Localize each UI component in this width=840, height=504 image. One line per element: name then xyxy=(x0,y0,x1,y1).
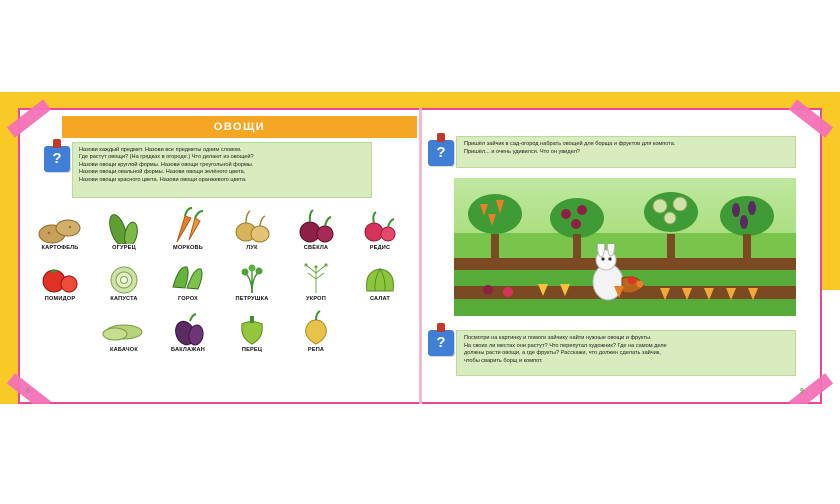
peas-icon xyxy=(156,251,220,295)
bottom-margin xyxy=(0,404,840,504)
cucumber-icon xyxy=(92,200,156,244)
cabbage-icon xyxy=(92,251,156,295)
vegetable-item-onion[interactable] xyxy=(220,200,284,251)
vegetable-label: ГОРОХ xyxy=(178,296,198,302)
carrots-on-tree xyxy=(472,198,518,232)
tomato-icon xyxy=(28,251,92,295)
vegetable-item-potato[interactable] xyxy=(28,200,92,251)
instruction-line: Где растут овощи? (На грядках в огороде.) Что делают из овощей? xyxy=(79,154,254,161)
vegetable-item-eggplant[interactable] xyxy=(156,302,220,353)
vegetable-label: КАПУСТА xyxy=(110,296,138,302)
vegetable-label: САЛАТ xyxy=(369,296,391,302)
page-number-right: 9 xyxy=(800,388,804,395)
pepper-icon xyxy=(220,302,284,346)
instruction-line: Посмотри на картинку и помоги зайчику найти нужные овощи и фрукты. xyxy=(464,335,652,341)
page-title: ОВОЩИ xyxy=(213,121,266,133)
vegetable-item-peas[interactable] xyxy=(156,251,220,302)
instruction-line: Назови каждый предмет. Назови все предметы одним словом. xyxy=(79,147,242,153)
vegetable-row-3 xyxy=(28,302,413,353)
vegetable-row-2 xyxy=(28,251,413,302)
instruction-line: Пришёл... и очень удивился. Что он увидел? xyxy=(464,148,580,155)
question-card-icon-right-bottom xyxy=(428,330,454,356)
vegetable-row-1 xyxy=(28,200,413,251)
vegetable-label: ПЕТРУШКА xyxy=(235,296,269,302)
question-mark-glyph: ? xyxy=(436,334,446,351)
vegetable-label: ПЕРЕЦ xyxy=(241,347,263,353)
parsley-icon xyxy=(220,251,284,295)
cabbages-on-tree xyxy=(648,196,696,228)
tree-trunk xyxy=(667,234,675,268)
tree-with-eggplants xyxy=(720,196,774,268)
vegetable-label: РЕПА xyxy=(307,347,325,353)
page-gutter xyxy=(419,108,422,404)
beets-on-tree xyxy=(556,204,600,234)
carrot-icon xyxy=(156,200,220,244)
instructions-right-bottom xyxy=(456,330,796,376)
question-mark-glyph: ? xyxy=(436,144,446,161)
vegetable-item-parsley[interactable] xyxy=(220,251,284,302)
lettuce-icon xyxy=(348,251,412,295)
vegetable-label: СВЁКЛА xyxy=(303,245,329,251)
instruction-line: Назови овощи круглой формы. Назови овощи треугольной формы. xyxy=(79,161,254,168)
vegetable-label: УКРОП xyxy=(306,296,326,302)
vegetable-item-zucchini[interactable] xyxy=(92,302,156,353)
tree-with-carrots xyxy=(468,194,522,268)
instruction-line: должны расти овощи, а где фрукты? Расскажи, что должен сделать зайчик, xyxy=(464,350,661,357)
vegetable-label: МОРКОВЬ xyxy=(173,245,203,251)
vegetable-label: КАРТОФЕЛЬ xyxy=(41,245,79,251)
beet-icon xyxy=(284,200,348,244)
tree-trunk xyxy=(743,234,751,268)
vegetable-label: КАБАЧОК xyxy=(110,347,138,353)
vegetable-item-tomato[interactable] xyxy=(28,251,92,302)
zucchini-icon xyxy=(92,302,156,346)
dill-icon xyxy=(284,251,348,295)
vegetable-item-turnip[interactable] xyxy=(284,302,348,353)
vegetable-label: РЕДИС xyxy=(369,245,391,251)
radish-icon xyxy=(348,200,412,244)
vegetable-item-dill[interactable] xyxy=(284,251,348,302)
tree-trunk xyxy=(573,234,581,268)
vegetable-item-beet[interactable] xyxy=(284,200,348,251)
question-mark-glyph: ? xyxy=(52,150,62,167)
instruction-line: Назови овощи овальной формы. Назови овощи зелёного цвета. xyxy=(79,169,246,176)
vegetable-grid xyxy=(28,200,413,353)
instruction-line: Назови овощи красного цвета. Назови овощи оранжевого цвета. xyxy=(79,176,247,183)
onion-icon xyxy=(220,200,284,244)
potato-icon xyxy=(28,200,92,244)
vegetable-item-pepper[interactable] xyxy=(220,302,284,353)
vegetable-label: ЛУК xyxy=(246,245,258,251)
instruction-line: Пришёл зайчик в сад-огород набрать овощей для борща и фруктов для компота. xyxy=(464,141,676,147)
instruction-line: На своих ли местах они растут? Что перепутал художник? Где на самом деле xyxy=(464,342,667,349)
eggplant-icon xyxy=(156,302,220,346)
turnip-icon xyxy=(284,302,348,346)
vegetable-item-radish[interactable] xyxy=(348,200,412,251)
page-number-left: 8 xyxy=(26,388,30,395)
instructions-right-top xyxy=(456,136,796,168)
vegetable-label: ПОМИДОР xyxy=(44,296,76,302)
eggplants-on-tree xyxy=(726,200,770,232)
vegetable-item-lettuce[interactable] xyxy=(348,251,412,302)
vegetable-item-cucumber[interactable] xyxy=(92,200,156,251)
instruction-line: чтобы сварить борщ и компот. xyxy=(464,357,543,364)
vegetable-label: БАКЛАЖАН xyxy=(171,347,205,353)
vegetable-label: ОГУРЕЦ xyxy=(112,245,136,251)
question-card-icon-left xyxy=(44,146,70,172)
vegetable-item-cabbage[interactable] xyxy=(92,251,156,302)
instructions-left xyxy=(72,142,372,198)
tree-trunk xyxy=(491,234,499,268)
question-card-icon-right-top xyxy=(428,140,454,166)
ground-vegetables xyxy=(464,282,794,316)
vegetable-item-carrot[interactable] xyxy=(156,200,220,251)
illustration-rabbit-garden xyxy=(452,176,798,318)
